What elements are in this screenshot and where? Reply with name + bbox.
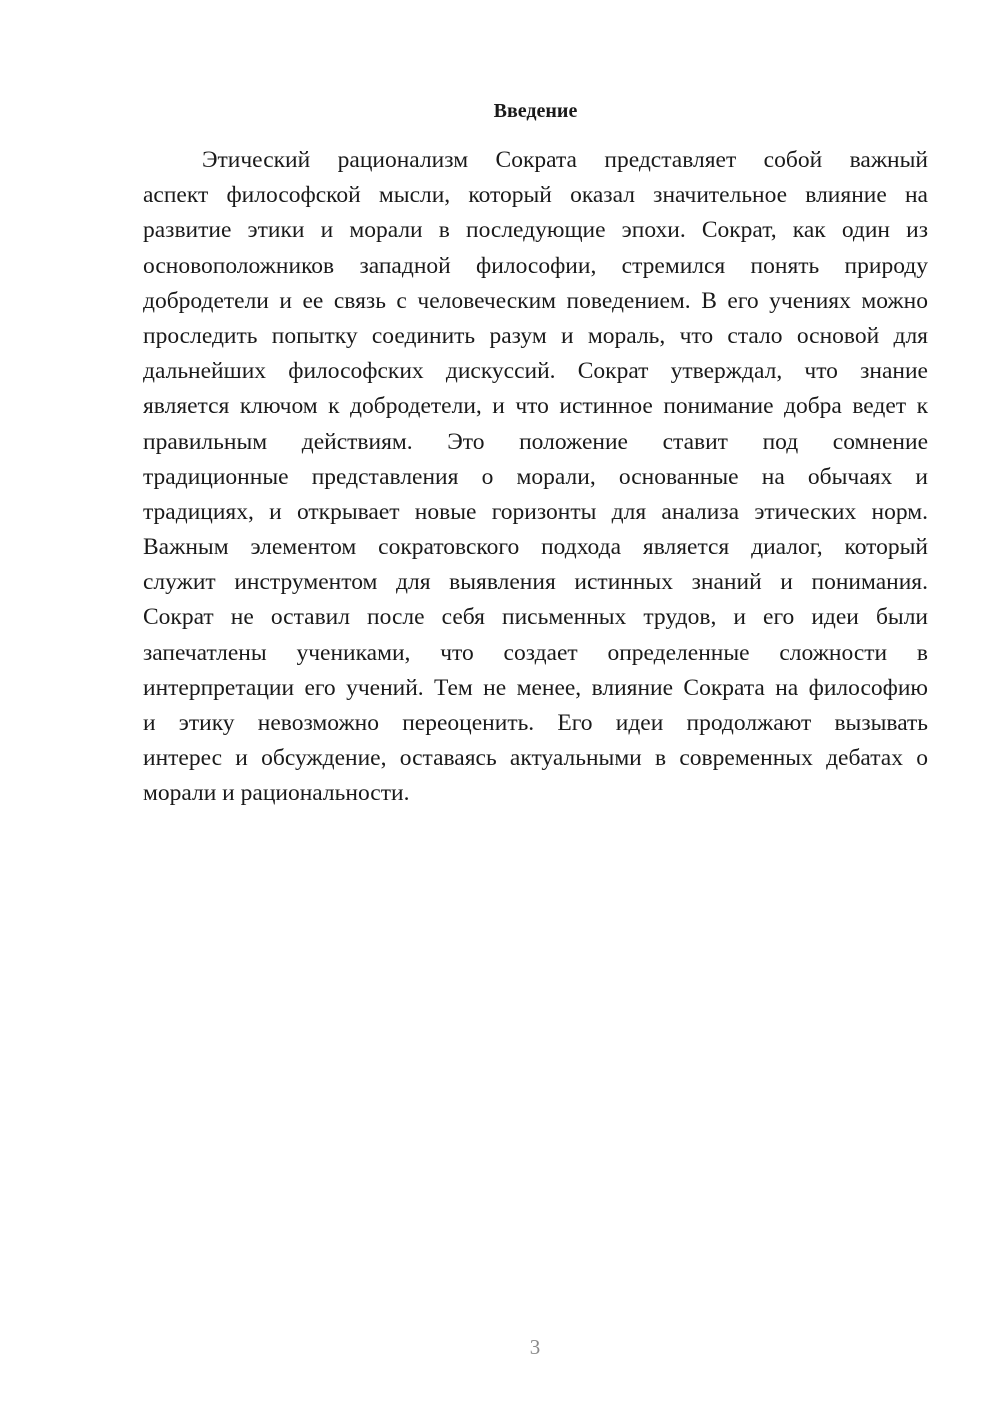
- paragraph-line: Сократ не оставил после себя письменных трудов, и его идеи были: [143, 604, 928, 631]
- paragraph-line: дальнейших философских дискуссий. Сократ утверждал, что знание: [143, 358, 928, 385]
- paragraph-line: служит инструментом для выявления истинных знаний и понимания.: [143, 569, 928, 596]
- paragraph-line: основоположников западной философии, стремился понять природу: [143, 252, 928, 279]
- page-number: 3: [529, 1335, 541, 1359]
- paragraph-line: проследить попытку соединить разум и мораль, что стало основой для: [143, 322, 928, 349]
- paragraph-line: запечатлены учениками, что создает определенные сложности в: [143, 639, 928, 666]
- paragraph-line: является ключом к добродетели, и что истинное понимание добра ведет к: [143, 393, 928, 420]
- paragraph-line: добродетели и ее связь с человеческим поведением. В его учениях можно: [143, 287, 928, 314]
- paragraph-line: аспект философской мысли, который оказал значительное влияние на: [143, 182, 928, 209]
- paragraph-line: традиционные представления о морали, основанные на обычаях и: [143, 463, 928, 490]
- paragraph-line: правильным действиям. Это положение ставит под сомнение: [143, 428, 928, 455]
- body-paragraph: [143, 143, 928, 812]
- paragraph-line: развитие этики и морали в последующие эпохи. Сократ, как один из: [143, 217, 928, 244]
- paragraph-line: интерес и обсуждение, оставаясь актуальными в современных дебатах о: [143, 745, 928, 772]
- paragraph-line: и этику невозможно переоценить. Его идеи продолжают вызывать: [143, 710, 928, 736]
- paragraph-line: морали и рациональности.: [143, 780, 410, 807]
- paragraph-line: традициях, и открывает новые горизонты для анализа этических норм.: [143, 498, 928, 525]
- section-heading: Введение: [493, 100, 578, 122]
- paragraph-line: интерпретации его учений. Тем не менее, влияние Сократа на философию: [143, 674, 928, 701]
- paragraph-line: Этический рационализм Сократа представляет собой важный: [202, 147, 928, 173]
- paragraph-line: Важным элементом сократовского подхода является диалог, который: [143, 534, 928, 561]
